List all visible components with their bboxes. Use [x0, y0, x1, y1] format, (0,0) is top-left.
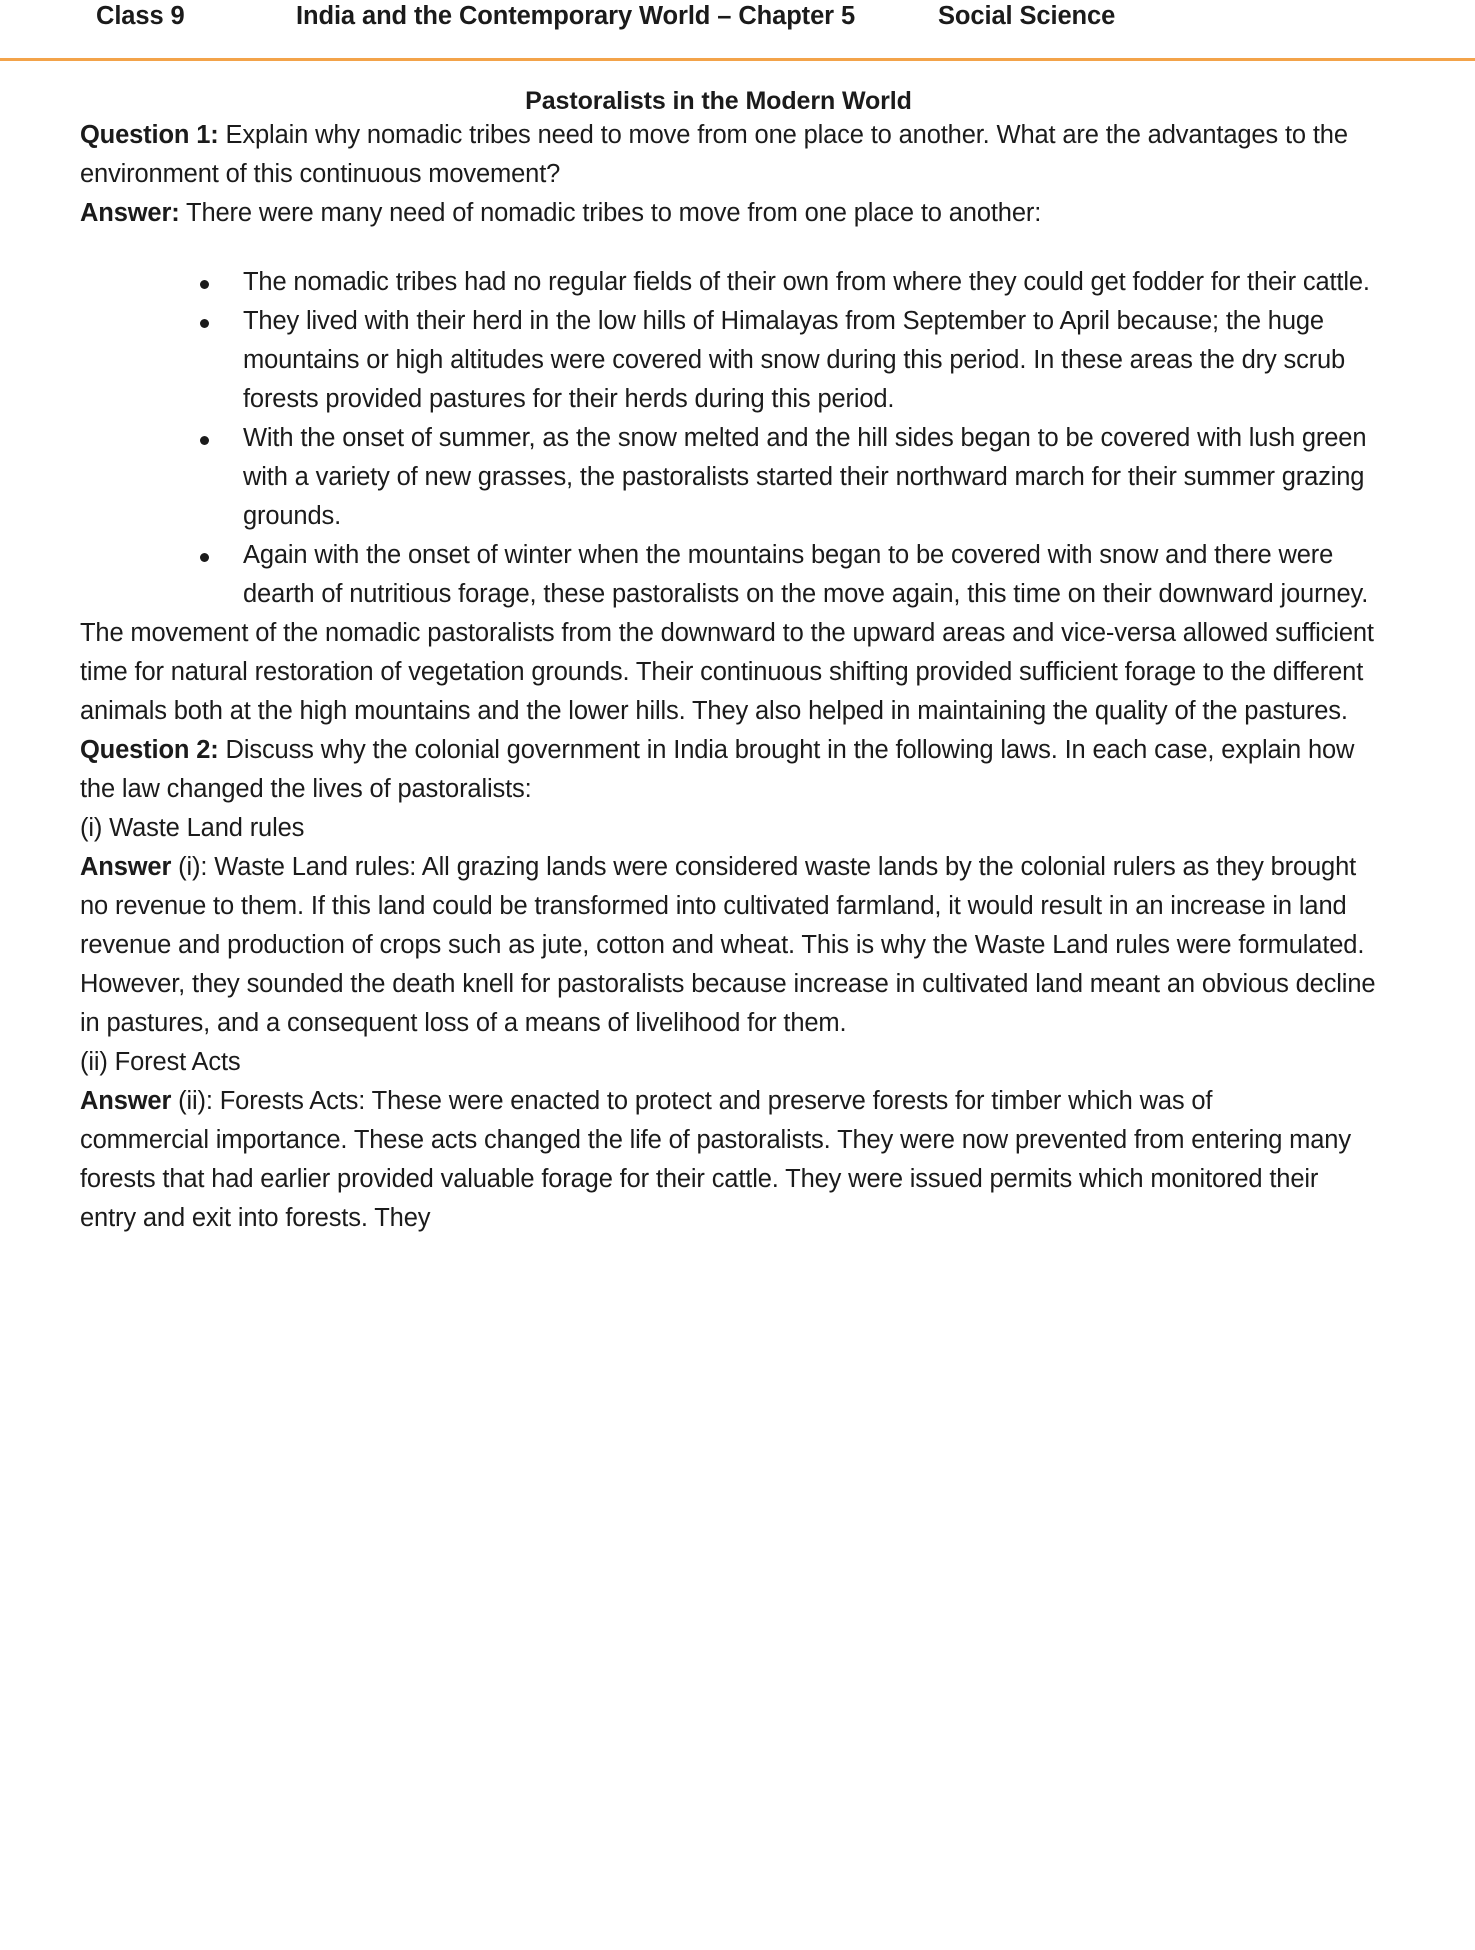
- answer-ii-line-2: commercial importance. These acts changed the life of pastoralists. They were now prevented from entering many forests that had earlier provided valuable forage for their cattle. They were issued permits which monitored their entry and exit into forests. They: [80, 1126, 1351, 1232]
- answer-i-paragraph: [80, 848, 1379, 1043]
- page-title: Pastoralists in the Modern World: [525, 87, 912, 115]
- bullet-text: They lived with their herd in the low hills of Himalayas from September to April because; the huge mountains or high altitudes were covered with snow during this period. In these areas the dry scrub forests provided pastures for their herds during this period.: [243, 307, 1346, 413]
- answer-ii-line-1: These were enacted to protect and preserve forests for timber which was of: [371, 1087, 1213, 1115]
- answer-i-label: Answer: [80, 853, 172, 881]
- bullet-text: Again with the onset of winter when the mountains began to be covered with snow and there were dearth of nutritious forage, these pastoralists on the move again, this time on their downward journey.: [243, 541, 1369, 608]
- header-row: [96, 0, 1379, 31]
- list-item: [80, 263, 1379, 302]
- header-divider-rule: [0, 58, 1475, 61]
- document-content: [0, 87, 1475, 1238]
- question-2-text: Discuss why the colonial government in India brought in the following laws. In each case, explain how the law changed the lives of pastoralists:: [80, 736, 1355, 803]
- answer-1-closing-paragraph: The movement of the nomadic pastoralists from the downward to the upward areas and vice-versa allowed sufficient time for natural restoration of vegetation grounds. Their continuous shifting provided sufficient forage to the different animals both at the high mountains and the lower hills. They also helped in maintaining the quality of the pastures.: [80, 619, 1374, 725]
- question-1-text: Explain why nomadic tribes need to move from one place to another. What are the advantages to the environment of this continuous movement?: [80, 121, 1348, 188]
- answer-1-bullet-list: [80, 263, 1379, 614]
- header-class: Class 9: [96, 2, 185, 30]
- answer-1-intro-text: There were many need of nomadic tribes to move from one place to another:: [179, 199, 1042, 227]
- bullet-text: With the onset of summer, as the snow melted and the hill sides began to be covered with lush green with a variety of new grasses, the pastoralists started their northward march for their summer grazing grounds.: [243, 424, 1367, 530]
- page-header: [0, 0, 1475, 58]
- answer-1-intro-paragraph: [80, 194, 1379, 233]
- answer-ii-label: Answer: [80, 1087, 172, 1115]
- bullet-text: The nomadic tribes had no regular fields of their own from where they could get fodder for their cattle.: [243, 268, 1370, 296]
- question-2-label: Question 2:: [80, 736, 219, 764]
- subheading-waste-land-rules: (i) Waste Land rules: [80, 814, 305, 842]
- question-2-paragraph: [80, 731, 1379, 809]
- answer-ii-roman: (ii): Forests Acts:: [171, 1087, 372, 1115]
- list-item: [80, 302, 1379, 419]
- question-1-paragraph: [80, 116, 1379, 194]
- answer-ii-paragraph: [80, 1082, 1379, 1238]
- list-item: [80, 536, 1379, 614]
- subheading-forest-acts: (ii) Forest Acts: [80, 1048, 241, 1076]
- answer-i-text: All grazing lands were considered waste lands by the colonial rulers as they brought no revenue to them. If this land could be transformed into cultivated farmland, it would result in an increase in land revenue and production of crops such as jute, cotton and wheat. This is why the Waste Land rules were formulated. However, they sounded the death knell for pastoralists because increase in cultivated land meant an obvious decline in pastures, and a consequent loss of a means of livelihood for them.: [80, 853, 1376, 1037]
- answer-i-roman: (i): Waste Land rules:: [171, 853, 422, 881]
- answer-1-label: Answer:: [80, 199, 180, 227]
- header-book-chapter: India and the Contemporary World – Chapter 5: [296, 2, 856, 30]
- header-subject: Social Science: [938, 2, 1116, 30]
- list-item: [80, 419, 1379, 536]
- question-1-label: Question 1:: [80, 121, 219, 149]
